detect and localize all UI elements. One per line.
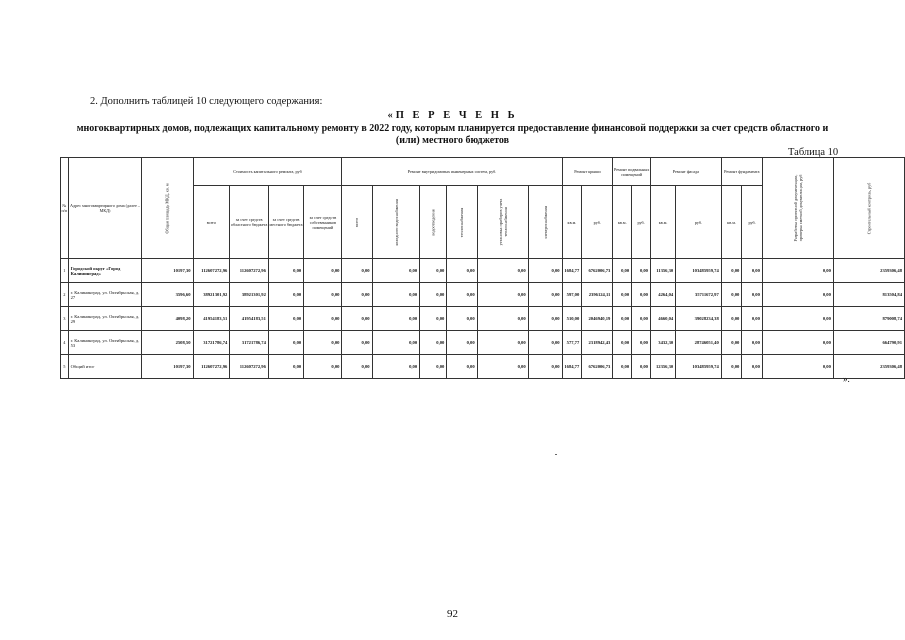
- cell-net-electric: 0,00: [528, 307, 562, 331]
- header-address: Адрес многоквартирного дома (далее – МКД): [68, 158, 142, 259]
- cell-roof-rub: 6762006,73: [582, 259, 613, 283]
- cell-roof-sqm: 1684,77: [562, 355, 582, 379]
- row-address: г. Калининград, ул. Октябрьская, д. 29: [68, 307, 142, 331]
- cell-supervision: 2359306,48: [833, 355, 904, 379]
- row-num: 2: [61, 283, 69, 307]
- cell-found-sqm: 0,00: [721, 307, 742, 331]
- header-roof-sqm: кв.м.: [562, 186, 582, 259]
- cell-found-rub: 0,00: [742, 331, 763, 355]
- row-address: Городской округ «Город Калининград»: [68, 259, 142, 283]
- header-net-electric: электроснабжения: [528, 186, 562, 259]
- cell-cost-local: 0,00: [268, 259, 303, 283]
- cell-cost-regional: 112607272,96: [230, 355, 269, 379]
- table-row: [61, 307, 905, 331]
- cell-facade-sqm: 4660,04: [650, 307, 675, 331]
- cell-cost-total: 38921301,92: [193, 283, 230, 307]
- cell-roof-sqm: 1684,77: [562, 259, 582, 283]
- row-num: 3: [61, 307, 69, 331]
- cell-roof-sqm: 577,77: [562, 331, 582, 355]
- cell-area: 2508,50: [142, 331, 193, 355]
- cell-supervision: 2359306,48: [833, 259, 904, 283]
- header-base-sqm: кв.м.: [613, 186, 632, 259]
- cell-facade-rub: 35711672,97: [676, 283, 722, 307]
- header-design: Разработка проектной документации, проверка сметной документации, руб: [762, 158, 833, 259]
- cell-net-drain: 0,00: [420, 307, 447, 331]
- row-num: 5: [61, 355, 69, 379]
- cell-net-cold: 0,00: [372, 283, 420, 307]
- cell-net-meters: 0,00: [477, 355, 528, 379]
- cell-supervision: 813504,84: [833, 283, 904, 307]
- header-net-cold: холодного водоснабжения: [372, 186, 420, 259]
- cell-cost-owners: 0,00: [304, 355, 342, 379]
- cell-found-rub: 0,00: [742, 307, 763, 331]
- cell-net-meters: 0,00: [477, 331, 528, 355]
- cell-area: 10197,30: [142, 259, 193, 283]
- cell-cost-owners: 0,00: [304, 259, 342, 283]
- header-facade-sqm: кв.м.: [650, 186, 675, 259]
- cell-net-cold: 0,00: [372, 331, 420, 355]
- cell-net-total: 0,00: [342, 307, 372, 331]
- cell-cost-total: 41954183,51: [193, 307, 230, 331]
- cell-net-cold: 0,00: [372, 259, 420, 283]
- document-subtitle: многоквартирных домов, подлежащих капитальному ремонту в 2022 году, которым планируется предоставление финансовой поддержки за счет средств областного и (или) местного бюджетов: [76, 123, 829, 146]
- cell-found-rub: 0,00: [742, 259, 763, 283]
- cell-net-drain: 0,00: [420, 259, 447, 283]
- cell-net-heat: 0,00: [447, 331, 477, 355]
- header-cost-local: за счет средств местного бюджета: [268, 186, 303, 259]
- cell-net-electric: 0,00: [528, 259, 562, 283]
- header-net-drain: водоотведения: [420, 186, 447, 259]
- table-caption: Таблица 10: [788, 147, 839, 158]
- cell-net-total: 0,00: [342, 355, 372, 379]
- cell-net-meters: 0,00: [477, 283, 528, 307]
- cell-net-electric: 0,00: [528, 355, 562, 379]
- header-roof-rub: руб.: [582, 186, 613, 259]
- header-cost-group: Стоимость капитального ремонта, руб: [193, 158, 342, 186]
- page-number: 92: [447, 608, 458, 620]
- closing-quote: ».: [843, 374, 850, 384]
- header-facade-group: Ремонт фасада: [650, 158, 721, 186]
- cell-cost-regional: 31721786,74: [230, 331, 269, 355]
- cell-cost-regional: 38921301,92: [230, 283, 269, 307]
- row-address: г. Калининград, ул. Октябрьская, д. 27: [68, 283, 142, 307]
- cell-net-cold: 0,00: [372, 307, 420, 331]
- cell-net-heat: 0,00: [447, 259, 477, 283]
- cell-roof-sqm: 510,00: [562, 307, 582, 331]
- cell-net-meters: 0,00: [477, 259, 528, 283]
- header-cost-regional: за счет средств областного бюджета: [230, 186, 269, 259]
- cell-net-heat: 0,00: [447, 355, 477, 379]
- cell-area: 4098,20: [142, 307, 193, 331]
- cell-found-sqm: 0,00: [721, 259, 742, 283]
- cell-facade-sqm: 11356,30: [650, 259, 675, 283]
- cell-facade-rub: 103485959,74: [676, 259, 722, 283]
- cell-design: 0,00: [762, 259, 833, 283]
- cell-net-meters: 0,00: [477, 307, 528, 331]
- header-area: Общая площадь МКД, кв. м: [142, 158, 193, 259]
- header-net-total: всего: [342, 186, 372, 259]
- cell-net-drain: 0,00: [420, 355, 447, 379]
- cell-roof-rub: 6762006,73: [582, 355, 613, 379]
- cell-facade-rub: 103485959,74: [676, 355, 722, 379]
- cell-net-cold: 0,00: [372, 355, 420, 379]
- cell-cost-local: 0,00: [268, 355, 303, 379]
- cell-found-sqm: 0,00: [721, 331, 742, 355]
- header-num: № п/п: [61, 158, 69, 259]
- header-foundation-group: Ремонт фундамента: [721, 158, 762, 186]
- cell-cost-total: 112607272,96: [193, 355, 230, 379]
- cell-found-sqm: 0,00: [721, 355, 742, 379]
- header-cost-owners: за счет средств собственников помещений: [304, 186, 342, 259]
- cell-base-sqm: 0,00: [613, 283, 632, 307]
- header-net-meters: установка приборов учета теплоснабжения: [477, 186, 528, 259]
- cell-net-total: 0,00: [342, 331, 372, 355]
- cell-cost-local: 0,00: [268, 307, 303, 331]
- header-roof-group: Ремонт крыши: [562, 158, 613, 186]
- cell-design: 0,00: [762, 283, 833, 307]
- cell-net-total: 0,00: [342, 283, 372, 307]
- header-found-sqm: кв.м.: [721, 186, 742, 259]
- cell-net-heat: 0,00: [447, 283, 477, 307]
- intro-text: 2. Дополнить таблицей 10 следующего содержания:: [90, 96, 323, 107]
- cell-base-sqm: 0,00: [613, 355, 632, 379]
- stray-dot: [555, 454, 557, 455]
- row-address: г. Калининград, ул. Октябрьская, д. 53: [68, 331, 142, 355]
- header-supervision: Строительный контроль, руб: [833, 158, 904, 259]
- header-networks-group: Ремонт внутридомовых инженерных систем, руб.: [342, 158, 562, 186]
- table-row: [61, 331, 905, 355]
- row-num: 1: [61, 259, 69, 283]
- header-found-rub: руб.: [742, 186, 763, 259]
- header-basement-group: Ремонт подвальных помещений: [613, 158, 651, 186]
- row-address: Общий итог: [68, 355, 142, 379]
- row-num: 4: [61, 331, 69, 355]
- cell-roof-rub: 2396124,11: [582, 283, 613, 307]
- cell-base-sqm: 0,00: [613, 331, 632, 355]
- cell-base-sqm: 0,00: [613, 307, 632, 331]
- cell-base-sqm: 0,00: [613, 259, 632, 283]
- cell-base-rub: 0,00: [632, 283, 651, 307]
- header-net-heat: теплоснабжения: [447, 186, 477, 259]
- header-facade-rub: руб.: [676, 186, 722, 259]
- cell-base-rub: 0,00: [632, 331, 651, 355]
- cell-roof-sqm: 597,00: [562, 283, 582, 307]
- cell-design: 0,00: [762, 331, 833, 355]
- cell-cost-regional: 112607272,96: [230, 259, 269, 283]
- cell-facade-sqm: 3432,30: [650, 331, 675, 355]
- cell-net-drain: 0,00: [420, 331, 447, 355]
- cell-roof-rub: 2318942,43: [582, 331, 613, 355]
- cell-found-rub: 0,00: [742, 283, 763, 307]
- cell-area: 10197,30: [142, 355, 193, 379]
- cell-roof-rub: 2046940,19: [582, 307, 613, 331]
- cell-base-rub: 0,00: [632, 259, 651, 283]
- table-row: [61, 259, 905, 283]
- cell-design: 0,00: [762, 307, 833, 331]
- header-base-rub: руб.: [632, 186, 651, 259]
- cell-facade-sqm: 4264,04: [650, 283, 675, 307]
- cell-cost-local: 0,00: [268, 331, 303, 355]
- cell-design: 0,00: [762, 355, 833, 379]
- cell-net-heat: 0,00: [447, 307, 477, 331]
- cell-cost-owners: 0,00: [304, 307, 342, 331]
- cell-base-rub: 0,00: [632, 355, 651, 379]
- cell-cost-owners: 0,00: [304, 331, 342, 355]
- cell-found-sqm: 0,00: [721, 283, 742, 307]
- document-title: «П Е Р Е Ч Е Н Ь: [387, 110, 518, 121]
- cell-net-electric: 0,00: [528, 283, 562, 307]
- table-row: [61, 283, 905, 307]
- cell-supervision: 664790,91: [833, 331, 904, 355]
- cell-area: 3596,60: [142, 283, 193, 307]
- cell-net-total: 0,00: [342, 259, 372, 283]
- header-cost-total: всего: [193, 186, 230, 259]
- cell-cost-local: 0,00: [268, 283, 303, 307]
- cell-cost-owners: 0,00: [304, 283, 342, 307]
- cell-cost-total: 112607272,96: [193, 259, 230, 283]
- cell-facade-rub: 39028234,38: [676, 307, 722, 331]
- cell-net-electric: 0,00: [528, 331, 562, 355]
- cell-net-drain: 0,00: [420, 283, 447, 307]
- cell-found-rub: 0,00: [742, 355, 763, 379]
- data-table: [60, 157, 905, 379]
- cell-supervision: 879008,74: [833, 307, 904, 331]
- cell-cost-regional: 41954183,51: [230, 307, 269, 331]
- cell-facade-rub: 28746051,40: [676, 331, 722, 355]
- cell-base-rub: 0,00: [632, 307, 651, 331]
- cell-cost-total: 31721786,74: [193, 331, 230, 355]
- cell-facade-sqm: 12356,30: [650, 355, 675, 379]
- table-row: [61, 355, 905, 379]
